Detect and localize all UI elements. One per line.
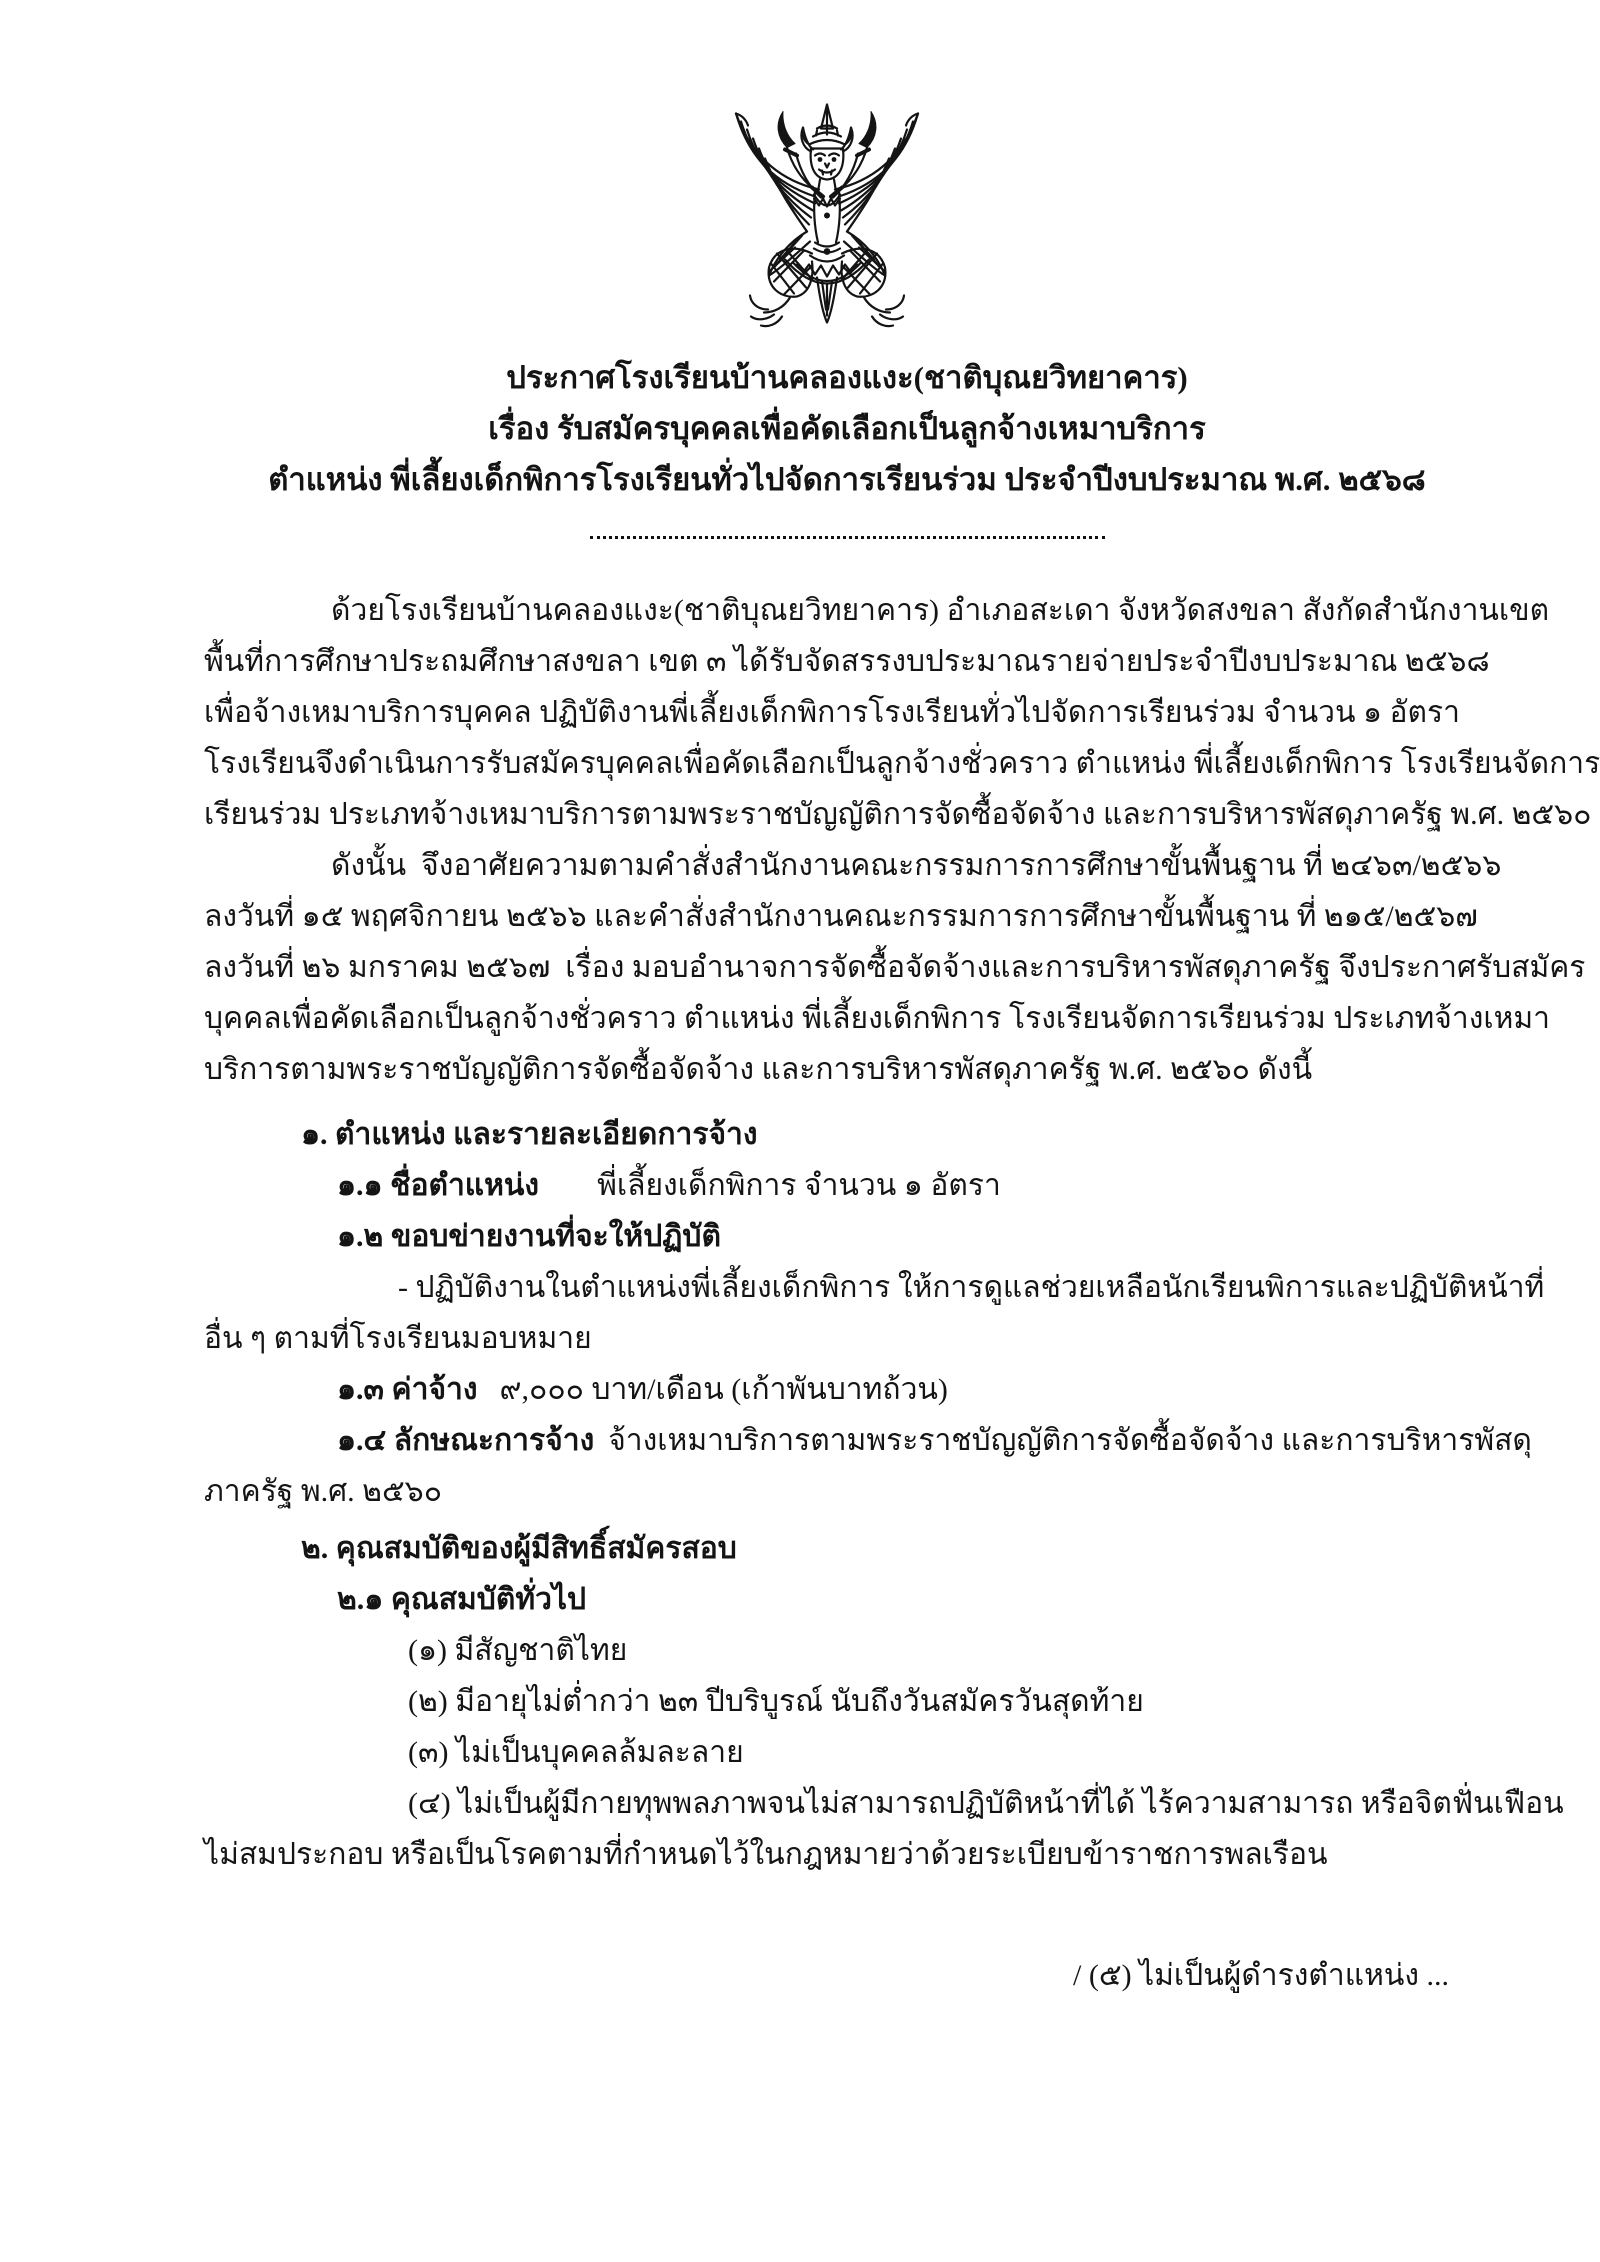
section-1-2-label: ๑.๒ ขอบข่ายงานที่จะให้ปฏิบัติ — [337, 1220, 721, 1253]
section-1-4-line — [204, 1415, 1532, 1466]
document-body — [204, 585, 1600, 2001]
section-1-3-label: ๑.๓ ค่าจ้าง — [337, 1373, 478, 1406]
qualification-item-1: (๑) มีสัญชาติไทย — [408, 1634, 628, 1667]
section-1-1-value: พี่เลี้ยงเด็กพิการ จำนวน ๑ อัตรา — [597, 1169, 1001, 1202]
divider-wrap — [204, 508, 1490, 539]
qualification-item-4: (๔) ไม่เป็นผู้มีกายทุพพลภาพจนไม่สามารถปฏิบัติหน้าที่ได้ ไร้ความสามารถ หรือจิตฟั่นเฟือน — [408, 1787, 1564, 1820]
paragraph-1-line-1: ด้วยโรงเรียนบ้านคลองแงะ(ชาติบุณยวิทยาคาร) อำเภอสะเดา จังหวัดสงขลา สังกัดสำนักงานเขต — [331, 594, 1550, 627]
section-1-4-label: ๑.๔ ลักษณะการจ้าง — [337, 1424, 595, 1457]
qualification-item-4-continuation: ไม่สมประกอบ หรือเป็นโรคตามที่กำหนดไว้ในกฎหมายว่าด้วยระเบียบข้าราชการพลเรือน — [204, 1838, 1328, 1871]
paragraph-1-line-2: พื้นที่การศึกษาประถมศึกษาสงขลา เขต ๓ ได้รับจัดสรรงบประมาณรายจ่ายประจำปีงบประมาณ ๒๕๖๘ — [204, 645, 1490, 678]
paragraph-1-line-4: โรงเรียนจึงดำเนินการรับสมัครบุคคลเพื่อคัดเลือกเป็นลูกจ้างชั่วคราว ตำแหน่ง พี่เลี้ยงเด็กพิการ โรงเรียนจัดการ — [204, 747, 1600, 780]
section-1-3-line — [204, 1364, 1490, 1415]
document-subject-line: เรื่อง รับสมัครบุคคลเพื่อคัดเลือกเป็นลูกจ้างเหมาบริการ — [488, 411, 1206, 446]
section-1-heading: ๑. ตำแหน่ง และรายละเอียดการจ้าง — [301, 1118, 758, 1151]
paragraph-1-line-3: เพื่อจ้างเหมาบริการบุคคล ปฏิบัติงานพี่เลี้ยงเด็กพิการโรงเรียนทั่วไปจัดการเรียนร่วม จำนวน ๑ อัตรา — [204, 696, 1461, 729]
document-title-block — [204, 352, 1490, 505]
paragraph-2-line-1: ดังนั้น จึงอาศัยความตามคำสั่งสำนักงานคณะกรรมการการศึกษาขั้นพื้นฐาน ที่ ๒๔๖๓/๒๕๖๖ — [331, 849, 1502, 882]
document-title-line-1: ประกาศโรงเรียนบ้านคลองแงะ(ชาติบุณยวิทยาคาร) — [506, 360, 1188, 395]
garuda-emblem-icon — [722, 100, 932, 328]
paragraph-2-line-5: บริการตามพระราชบัญญัติการจัดซื้อจัดจ้าง และการบริหารพัสดุภาครัฐ พ.ศ. ๒๕๖๐ ดังนี้ — [204, 1053, 1313, 1086]
section-1-4-continuation: ภาครัฐ พ.ศ. ๒๕๖๐ — [204, 1475, 443, 1508]
section-2-1-label: ๒.๑ คุณสมบัติทั่วไป — [337, 1583, 587, 1616]
section-2-heading: ๒. คุณสมบัติของผู้มีสิทธิ์สมัครสอบ — [301, 1532, 737, 1565]
dotted-divider-line — [590, 508, 1105, 539]
section-1-3-value: ๙,๐๐๐ บาท/เดือน (เก้าพันบาทถ้วน) — [499, 1373, 948, 1406]
page-continuation-marker: / (๕) ไม่เป็นผู้ดำรงตำแหน่ง ... — [1073, 1959, 1449, 1992]
paragraph-2-line-2: ลงวันที่ ๑๕ พฤศจิกายน ๒๕๖๖ และคำสั่งสำนักงานคณะกรรมการการศึกษาขั้นพื้นฐาน ที่ ๒๑๕/๒๕๖๗ — [204, 900, 1478, 933]
section-1-2-item: - ปฏิบัติงานในตำแหน่งพี่เลี้ยงเด็กพิการ ให้การดูแลช่วยเหลือนักเรียนพิการและปฏิบัติหน้าที่ — [398, 1271, 1545, 1304]
qualification-item-3: (๓) ไม่เป็นบุคคลล้มละลาย — [408, 1736, 744, 1769]
paragraph-1-line-5: เรียนร่วม ประเภทจ้างเหมาบริการตามพระราชบัญญัติการจัดซื้อจัดจ้าง และการบริหารพัสดุภาครัฐ พ.ศ. ๒๕๖๐ — [204, 798, 1592, 831]
section-1-1-line — [204, 1160, 1490, 1211]
qualification-item-2: (๒) มีอายุไม่ต่ำกว่า ๒๓ ปีบริบูรณ์ นับถึงวันสมัครวันสุดท้าย — [408, 1685, 1144, 1718]
section-1-1-label: ๑.๑ ชื่อตำแหน่ง — [337, 1169, 540, 1202]
section-1-4-value: จ้างเหมาบริการตามพระราชบัญญัติการจัดซื้อจัดจ้าง และการบริหารพัสดุ — [608, 1424, 1532, 1457]
document-position-line: ตำแหน่ง พี่เลี้ยงเด็กพิการโรงเรียนทั่วไปจัดการเรียนร่วม ประจำปีงบประมาณ พ.ศ. ๒๕๖๘ — [268, 462, 1426, 497]
paragraph-2-line-3: ลงวันที่ ๒๖ มกราคม ๒๕๖๗ เรื่อง มอบอำนาจการจัดซื้อจัดจ้างและการบริหารพัสดุภาครัฐ จึงประกาศรับสมัคร — [204, 951, 1586, 984]
paragraph-2-line-4: บุคคลเพื่อคัดเลือกเป็นลูกจ้างชั่วคราว ตำแหน่ง พี่เลี้ยงเด็กพิการ โรงเรียนจัดการเรียนร่วม ประเภทจ้างเหมา — [204, 1002, 1551, 1035]
section-1-2-item-continuation: อื่น ๆ ตามที่โรงเรียนมอบหมาย — [204, 1322, 592, 1355]
